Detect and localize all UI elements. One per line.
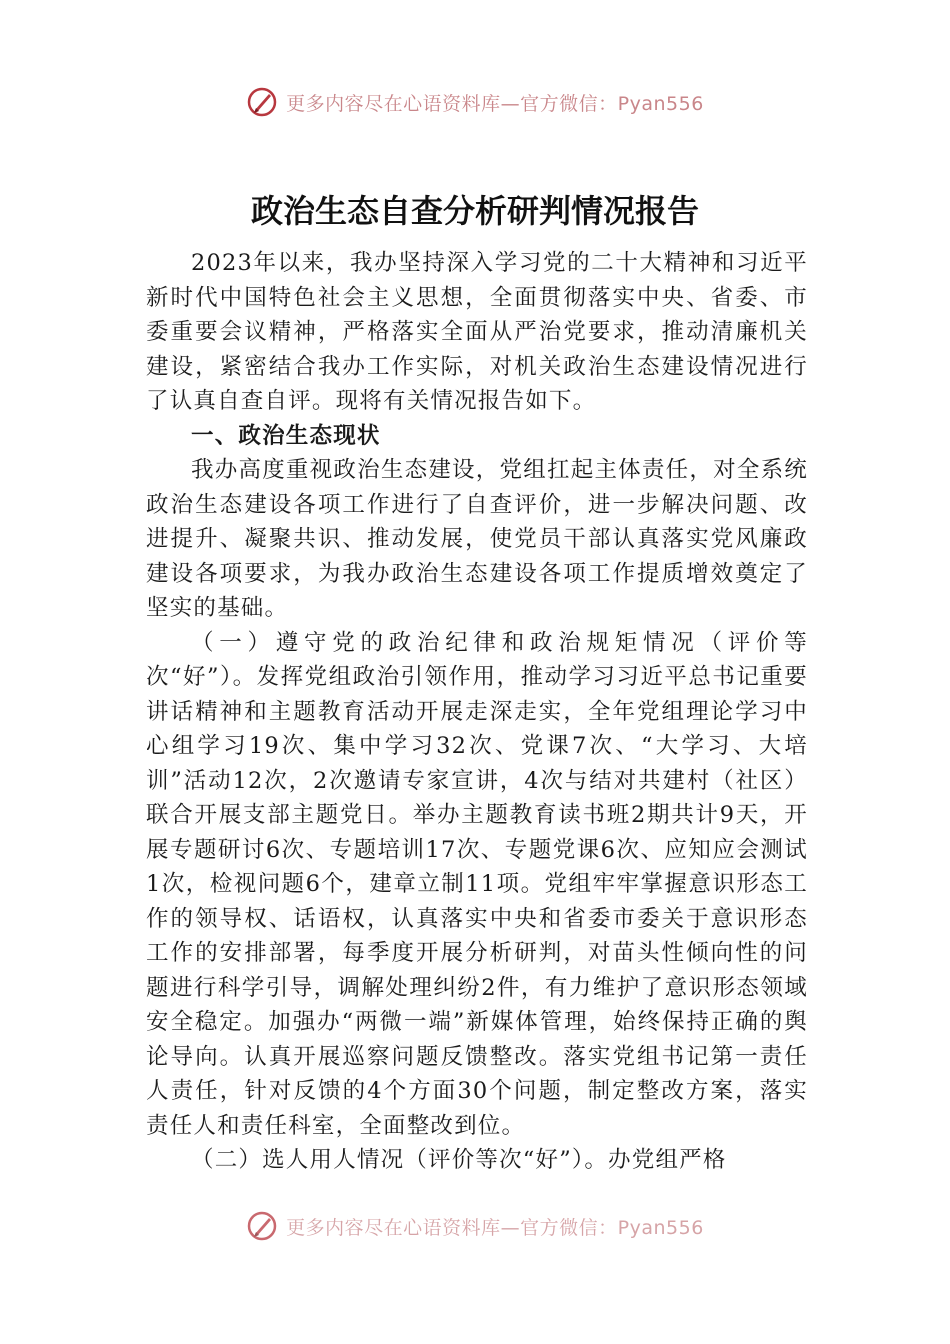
section-heading: 一、政治生态现状 [191, 422, 381, 449]
section-paragraph: 我办高度重视政治生态建设，党组扛起主体责任，对全系统政治生态建设各项工作进行了自查评价，进一步解决问题、改进提升、凝聚共识、推动发展，使党员干部认真落实党风廉政建设各项要求，为我办政治生态建设各项工作提质增效奠定了坚实的基础。 [146, 457, 808, 621]
pen-quill-logo-icon [246, 86, 278, 118]
watermark-header [0, 84, 950, 120]
subsection-paragraph-2: （二）选人用人情况（评价等次“好”）。办党组严格 [191, 1147, 727, 1173]
document-body [146, 246, 808, 1178]
intro-paragraph: 2023年以来，我办坚持深入学习党的二十大精神和习近平新时代中国特色社会主义思想，全面贯彻落实中央、省委、市委重要会议精神，严格落实全面从严治党要求，推动清廉机关建设，紧密结合我办工作实际，对机关政治生态建设情况进行了认真自查自评。现将有关情况报告如下。 [146, 250, 808, 414]
watermark-footer [0, 1208, 950, 1244]
watermark-text: 更多内容尽在心语资料库—官方微信：Pyan556 [286, 1216, 704, 1239]
document-title: 政治生态自查分析研判情况报告 [250, 192, 699, 230]
watermark-text: 更多内容尽在心语资料库—官方微信：Pyan556 [286, 92, 704, 115]
subsection-paragraph: （一）遵守党的政治纪律和政治规矩情况（评价等次“好”）。发挥党组政治引领作用，推动学习习近平总书记重要讲话精神和主题教育活动开展走深走实，全年党组理论学习中心组学习19次、集中学习32次、党课7次、“大学习、大培训”活动12次，2次邀请专家宣讲，4次与结对共建村（社区）联合开展支部主题党日。举办主题教育读书班2期共计9天，开展专题研讨6次、专题培训17次、专题党课6次、应知应会测试1次，检视问题6个，建章立制11项。党组牢牢掌握意识形态工作的领导权、话语权，认真落实中央和省委市委关于意识形态工作的安排部署，每季度开展分析研判，对苗头性倾向性的问题进行科学引导，调解处理纠纷2件，有力维护了意识形态领域安全稳定。加强办“两微一端”新媒体管理，始终保持正确的舆论导向。认真开展巡察问题反馈整改。落实党组书记第一责任人责任，针对反馈的4个方面30个问题，制定整改方案，落实责任人和责任科室，全面整改到位。 [146, 629, 808, 1139]
pen-quill-logo-icon [246, 1210, 278, 1242]
